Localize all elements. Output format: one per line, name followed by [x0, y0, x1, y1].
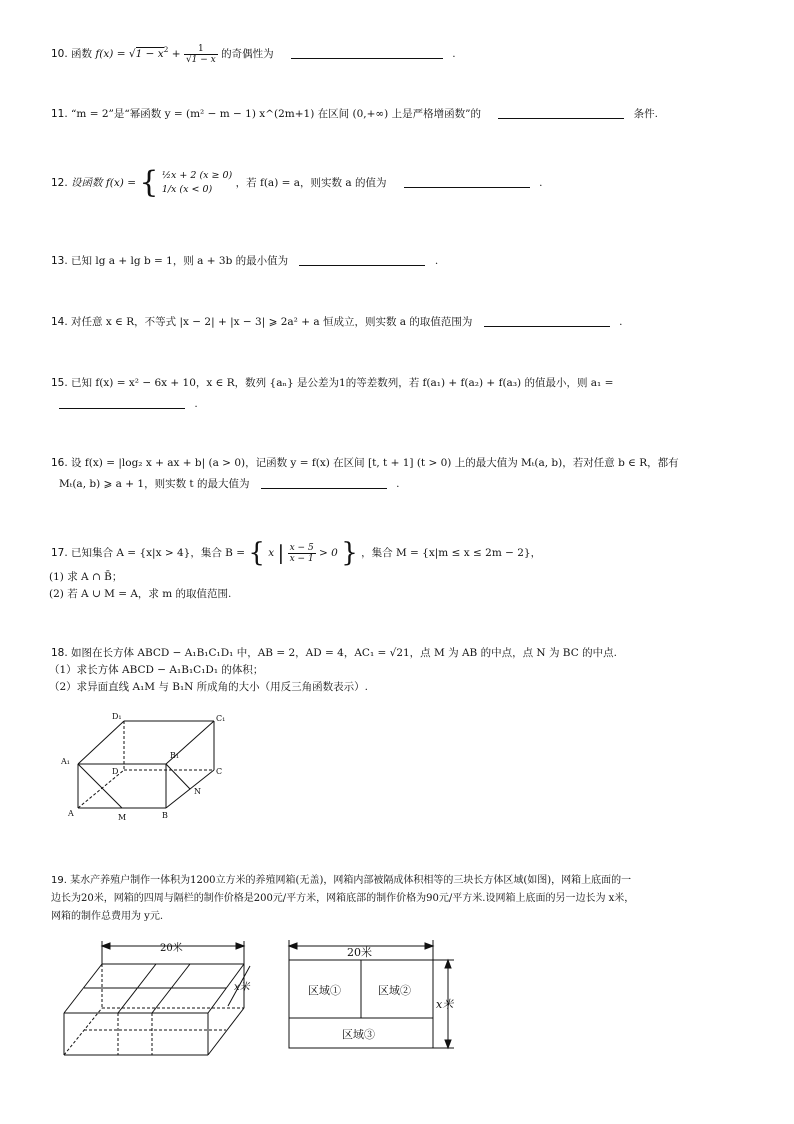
region-2-label: 区域② — [378, 984, 411, 997]
point-label-m: M — [118, 813, 127, 822]
sub-question-2: (2) 若 A ∪ M = A，求 m 的取值范围. — [49, 588, 232, 600]
question-text: 的奇偶性为 — [221, 48, 274, 60]
piecewise-cases — [162, 169, 232, 197]
question-number: 17. — [51, 547, 68, 559]
answer-blank[interactable] — [59, 397, 185, 409]
period: . — [619, 316, 623, 328]
right-brace: } — [341, 538, 358, 568]
sub-question-1: （1）求长方体 ABCD − A₁B₁C₁D₁ 的体积； — [49, 664, 264, 676]
question-16 — [51, 456, 754, 492]
question-text: 设函数 f(x) = — [71, 177, 137, 189]
region-3-label: 区域③ — [342, 1028, 375, 1041]
question-19 — [51, 873, 754, 924]
question-10 — [51, 42, 754, 65]
fraction: $\frac{x - 5}{x - 1}$ — [289, 542, 314, 564]
period: . — [194, 398, 198, 410]
fraction: $\frac{1}{√1 - x}$ — [185, 43, 216, 65]
question-number: 18. — [51, 647, 68, 659]
left-brace: { — [139, 165, 159, 200]
case-1: ½x + 2 (x ≥ 0) — [161, 170, 233, 181]
question-text: 已知 f(x) = x² − 6x + 10，x ∈ R，数列 {aₙ} 是公差为1的等差数列，若 f(a₁) + f(a₂) + f(a₃) 的值最小，则 a₁ = — [71, 377, 614, 389]
sub-question-1: (1) 求 A ∩ B̄； — [49, 571, 123, 583]
question-number: 12. — [51, 177, 68, 189]
question-text: 已知 lg a + lg b = 1，则 a + 3b 的最小值为 — [71, 255, 289, 267]
question-text: 对任意 x ∈ R，不等式 |x − 2| + |x − 3| ⩾ 2a² + a 恒成立，则实数 a 的取值范围为 — [71, 316, 473, 328]
answer-blank[interactable] — [261, 477, 387, 489]
question-text: 设 f(x) = |log₂ x + ax + b| (a > 0)，记函数 y = f(x) 在区间 [t, t + 1] (t > 0) 上的最大值为 Mₜ(a, b)，若对任意 b ∈ R，都有 — [71, 457, 679, 469]
question-text: ，集合 M = {x|m ≤ x ≤ 2m − 2}， — [361, 547, 542, 559]
question-text: 已知集合 A = {x|x > 4}，集合 B = — [71, 547, 246, 559]
vertex-label-d: D — [112, 767, 119, 776]
answer-blank[interactable] — [299, 254, 425, 266]
depth-label: x米 — [234, 982, 250, 993]
question-text: Mₜ(a, b) ⩾ a + 1，则实数 t 的最大值为 — [59, 478, 250, 490]
vertex-label-d1: D₁ — [112, 712, 122, 721]
question-number: 16. — [51, 457, 68, 469]
question-13 — [51, 254, 754, 269]
question-number: 15. — [51, 377, 68, 389]
period: . — [434, 255, 439, 267]
question-11 — [51, 107, 754, 122]
left-brace: { — [248, 538, 265, 568]
question-12 — [51, 165, 754, 200]
answer-blank[interactable] — [291, 47, 443, 59]
vertex-label-c1: C₁ — [216, 714, 226, 723]
set-variable: x — [268, 547, 275, 559]
question-text: 如图在长方体 ABCD − A₁B₁C₁D₁ 中，AB = 2，AD = 4，AC₁ = √21，点 M 为 AB 的中点，点 N 为 BC 的中点. — [71, 647, 617, 659]
cuboid-figure — [58, 708, 238, 823]
answer-blank[interactable] — [498, 107, 624, 119]
question-text: 函数 — [71, 48, 93, 60]
width-label: 20米 — [347, 946, 372, 959]
question-number: 14. — [51, 316, 68, 328]
question-text-end: 条件. — [633, 108, 658, 120]
vertex-label-b: B — [162, 811, 168, 820]
question-text: 边长为20米，网箱的四周与隔栏的制作价格是200元/平方米，网箱底部的制作价格为90元/平方米.设网箱上底面的另一边长为 x米， — [51, 893, 635, 904]
question-text: ，若 f(a) = a，则实数 a 的值为 — [235, 177, 387, 189]
period: . — [396, 478, 400, 490]
question-number: 13. — [51, 255, 68, 267]
question-18 — [51, 646, 754, 695]
net-box-3d-figure — [60, 938, 260, 1063]
period: . — [539, 177, 543, 189]
question-14 — [51, 315, 754, 330]
question-number: 11. — [51, 108, 68, 120]
point-label-n: N — [194, 787, 201, 796]
vertex-label-a: A — [68, 809, 74, 818]
vertex-label-b1: B₁ — [170, 751, 180, 760]
region-plan-figure — [284, 938, 464, 1058]
case-2: 1/x (x < 0) — [161, 184, 213, 195]
question-17 — [51, 538, 754, 602]
question-15 — [51, 376, 754, 412]
math-operator: + — [171, 48, 181, 60]
question-text: 某水产养殖户制作一体积为1200立方米的养殖网箱(无盖)，网箱内部被隔成体积相等的三块长方体区域(如图)，网箱上底面的一 — [70, 875, 632, 886]
period: . — [452, 48, 456, 60]
answer-blank[interactable] — [484, 315, 610, 327]
answer-blank[interactable] — [404, 176, 530, 188]
sub-question-2: （2）求异面直线 A₁M 与 B₁N 所成角的大小（用反三角函数表示）. — [49, 681, 369, 693]
question-number: 19. — [51, 875, 67, 886]
question-number: 10. — [51, 48, 68, 60]
height-label: x米 — [436, 998, 454, 1011]
region-1-label: 区域① — [308, 984, 341, 997]
set-bar: | — [277, 540, 285, 565]
sqrt-expression: $√1 - x^2$ — [128, 45, 169, 60]
math-expression: > 0 — [319, 547, 338, 559]
math-expression: f(x) = — [95, 48, 126, 60]
vertex-label-a1: A₁ — [61, 757, 70, 766]
width-label: 20米 — [160, 943, 183, 954]
vertex-label-c: C — [216, 767, 223, 776]
question-text: 网箱的制作总费用为 y元. — [51, 911, 164, 922]
question-text: “m = 2”是“幂函数 y = (m² − m − 1) x^(2m+1) 在区间 (0,+∞) 上是严格增函数”的 — [71, 108, 481, 120]
